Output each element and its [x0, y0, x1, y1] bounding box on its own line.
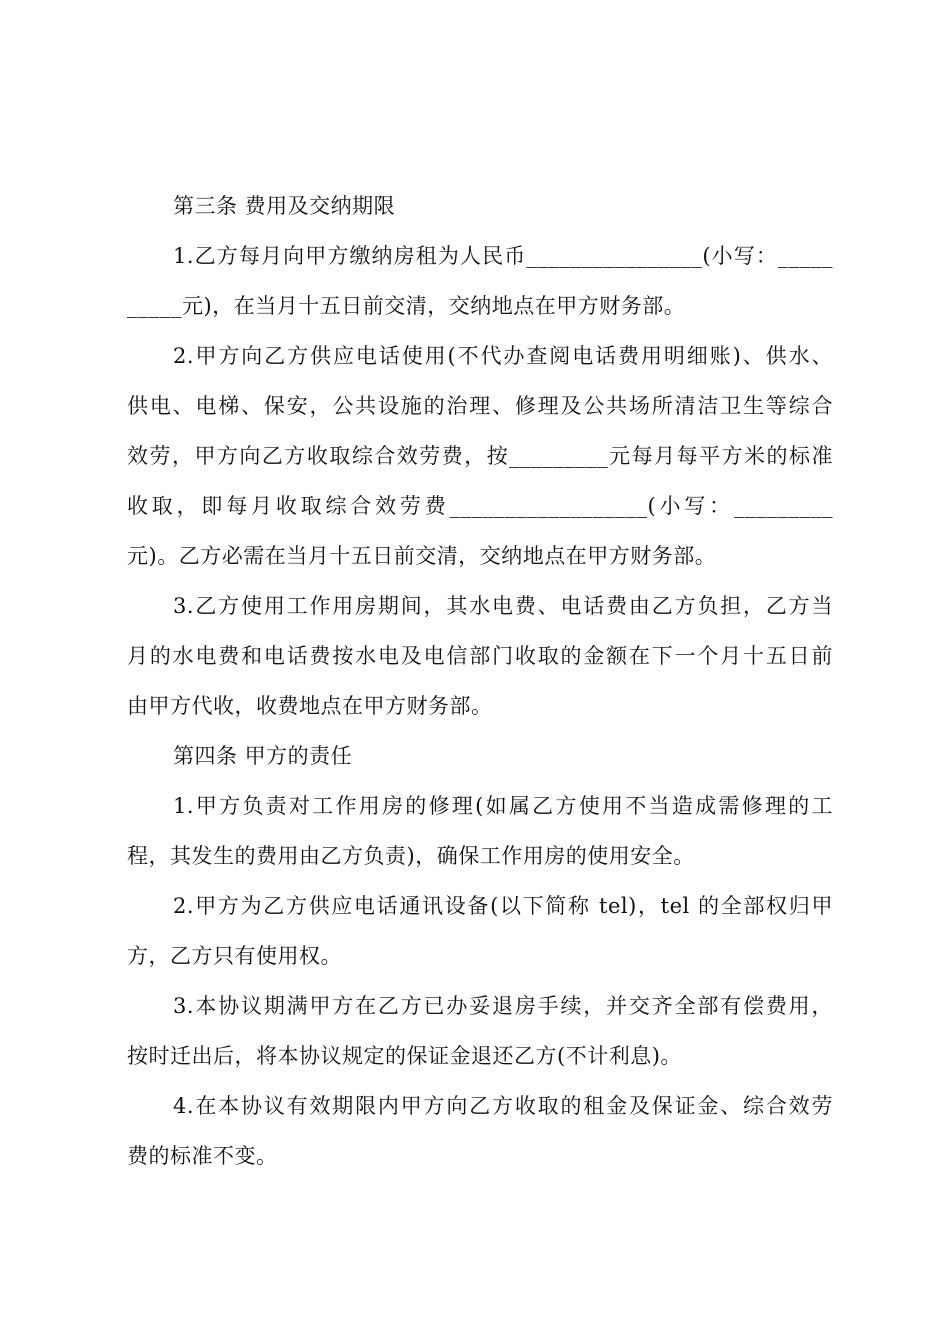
article-3-item-2-line-2 — [0, 386, 950, 426]
article-4-item-2-line-2 — [0, 936, 950, 976]
paragraph-line: 效劳，甲方向乙方收取综合效劳费，按_________元每月每平方米的标准 — [127, 444, 833, 468]
paragraph-line: 3.乙方使用工作用房期间，其水电费、电话费由乙方负担，乙方当 — [173, 594, 833, 618]
article-3-heading-text: 第三条 费用及交纳期限 — [173, 194, 396, 218]
paragraph-line: 2.甲方向乙方供应电话使用(不代办查阅电话费用明细账)、供水、 — [173, 344, 833, 368]
paragraph-line: 按时迁出后，将本协议规定的保证金退还乙方(不计利息)。 — [127, 1044, 682, 1068]
paragraph-line: 程，其发生的费用由乙方负责)，确保工作用房的使用安全。 — [127, 844, 695, 868]
paragraph-line: 方，乙方只有使用权。 — [127, 944, 342, 968]
paragraph-line: 4.在本协议有效期限内甲方向乙方收取的租金及保证金、综合效劳 — [173, 1094, 833, 1118]
paragraph-line: 月的水电费和电话费按水电及电信部门收取的金额在下一个月十五日前 — [127, 644, 833, 668]
paragraph-line: 由甲方代收，收费地点在甲方财务部。 — [127, 694, 493, 718]
paragraph-line: 1.甲方负责对工作用房的修理(如属乙方使用不当造成需修理的工 — [173, 794, 833, 818]
article-4-item-2-line-1 — [0, 886, 950, 926]
article-4-item-1-line-1 — [0, 786, 950, 826]
article-4-item-4-line-2 — [0, 1136, 950, 1176]
article-4-heading — [0, 736, 950, 776]
article-3-heading — [0, 186, 950, 226]
paragraph-line: 1.乙方每月向甲方缴纳房租为人民币________________(小写：_____ — [173, 244, 833, 268]
paragraph-line: 供电、电梯、保安，公共设施的治理、修理及公共场所清洁卫生等综合 — [127, 394, 833, 418]
article-4-item-1-line-2 — [0, 836, 950, 876]
article-3-item-2-line-1 — [0, 336, 950, 376]
article-3-item-3-line-1 — [0, 586, 950, 626]
article-4-item-4-line-1 — [0, 1086, 950, 1126]
article-3-item-1-line-2 — [0, 286, 950, 326]
article-3-item-3-line-2 — [0, 636, 950, 676]
article-3-item-2-line-3 — [0, 436, 950, 476]
article-4-heading-text: 第四条 甲方的责任 — [173, 744, 353, 768]
article-3-item-1-line-1 — [0, 236, 950, 276]
article-3-item-2-line-4 — [0, 486, 950, 526]
paragraph-line: 收取，即每月收取综合效劳费__________________(小写：_________ — [127, 494, 833, 518]
paragraph-line: 元)。乙方必需在当月十五日前交清，交纳地点在甲方财务部。 — [127, 544, 717, 568]
paragraph-line: 3.本协议期满甲方在乙方已办妥退房手续，并交齐全部有偿费用， — [173, 994, 833, 1018]
paragraph-line: 费的标准不变。 — [127, 1144, 278, 1168]
paragraph-line: 2.甲方为乙方供应电话通讯设备(以下简称 tel)，tel 的全部权归甲 — [173, 894, 833, 918]
article-4-item-3-line-1 — [0, 986, 950, 1026]
article-3-item-2-line-5 — [0, 536, 950, 576]
paragraph-line: _____元)，在当月十五日前交清，交纳地点在甲方财务部。 — [127, 294, 686, 318]
article-4-item-3-line-2 — [0, 1036, 950, 1076]
article-3-item-3-line-3 — [0, 686, 950, 726]
